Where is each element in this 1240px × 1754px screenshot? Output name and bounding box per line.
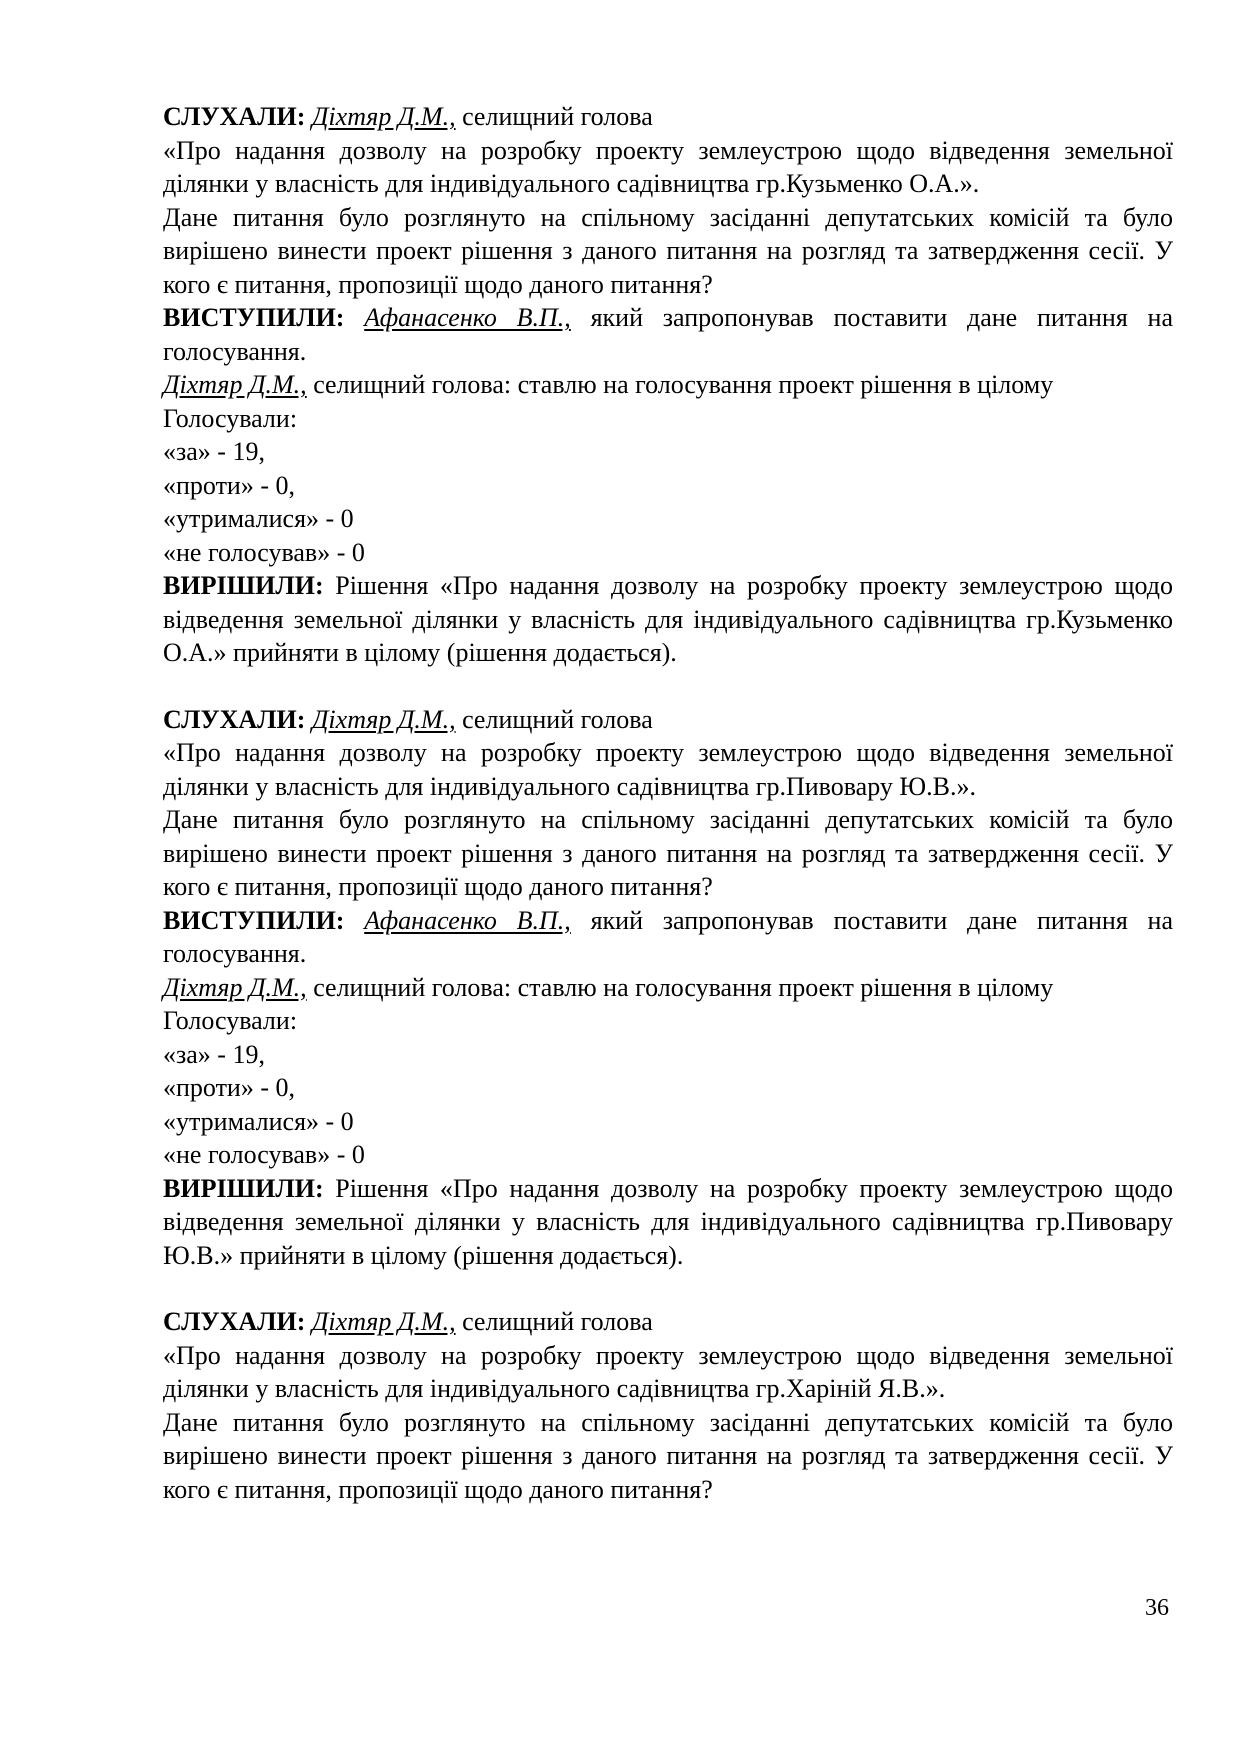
heard-label: СЛУХАЛИ: [163, 704, 306, 734]
votes-against: «проти» - 0, [163, 470, 296, 500]
agenda-item-2 [163, 703, 1173, 1273]
speaker-name: Діхтяр Д.М., [311, 1307, 456, 1336]
speaker-role: селищний голова [455, 1307, 653, 1336]
heard-label: СЛУХАЛИ: [163, 1307, 306, 1336]
decided-label: ВИРІШИЛИ: [163, 1173, 324, 1203]
heard-line [163, 100, 1173, 134]
votes-title: Голосували: [163, 1006, 298, 1035]
decided-label: ВИРІШИЛИ: [163, 571, 324, 600]
chair-line [163, 971, 1173, 1005]
speaker-role: селищний голова [455, 704, 653, 734]
agenda-item-1 [163, 100, 1173, 670]
heard-line [163, 1305, 1173, 1339]
speaker-name: Діхтяр Д.М., [311, 704, 456, 734]
heard-label: СЛУХАЛИ: [163, 102, 306, 131]
votes-for: «за» - 19, [163, 437, 265, 466]
decided-line [163, 1172, 1173, 1273]
decided-line [163, 569, 1173, 670]
topic-text: «Про надання дозволу на розробку проекту землеустрою щодо відведення земельної ділянки у власність для індивідуального садівництва гр.Пивовару Ю.В.». [163, 738, 1173, 801]
chair-name: Діхтяр Д.М., [163, 370, 307, 399]
document-page [163, 100, 1173, 1506]
votes-not-voted: «не голосував» - 0 [163, 1140, 365, 1169]
spoke-label: ВИСТУПИЛИ: [163, 303, 345, 332]
discussion-text: Дане питання було розглянуто на спільному засіданні депутатських комісій та було вирішено винести проект рішення з даного питання на розгляд та затвердження сесії. У кого є питання, пропозиції щодо даного питання? [163, 1407, 1173, 1504]
speaker-role: селищний голова [455, 102, 653, 131]
page-number: 36 [1145, 1595, 1169, 1621]
votes-against: «проти» - 0, [163, 1073, 296, 1102]
spoke-text: який запропонував поставити дане питання на голосування. [163, 303, 1174, 366]
spoke-label: ВИСТУПИЛИ: [163, 905, 345, 935]
votes-abstained: «утрималися» - 0 [163, 1106, 354, 1136]
heard-line [163, 703, 1173, 737]
votes-title: Голосували: [163, 403, 298, 433]
chair-name: Діхтяр Д.М., [163, 972, 307, 1002]
decided-text: Рішення «Про надання дозволу на розробку проекту землеустрою щодо відведення земельної ділянки у власність для індивідуального садівництва гр.Кузьменко О.А.» прийняти в цілому (рішення додається). [163, 571, 1173, 667]
votes-for: «за» - 19, [163, 1039, 265, 1069]
discussion-text: Дане питання було розглянуто на спільному засіданні депутатських комісій та було вирішено винести проект рішення з даного питання на розгляд та затвердження сесії. У кого є питання, пропозиції щодо даного питання? [163, 202, 1173, 299]
speaker-name: Діхтяр Д.М., [311, 102, 456, 131]
topic-text: «Про надання дозволу на розробку проекту землеустрою щодо відведення земельної ділянки у власність для індивідуального садівництва гр.Харіній Я.В.». [163, 1340, 1173, 1403]
speaker-name: Афанасенко В.П., [364, 905, 571, 935]
votes-not-voted: «не голосував» - 0 [163, 537, 365, 567]
spoke-line [163, 301, 1173, 368]
spoke-line [163, 904, 1173, 971]
chair-text: селищний голова: ставлю на голосування проект рішення в цілому [306, 370, 1054, 399]
spoke-text: який запропонував поставити дане питання на голосування. [163, 905, 1174, 968]
discussion-text: Дане питання було розглянуто на спільному засіданні депутатських комісій та було вирішено винести проект рішення з даного питання на розгляд та затвердження сесії. У кого є питання, пропозиції щодо даного питання? [163, 805, 1173, 901]
agenda-item-3 [163, 1305, 1173, 1506]
topic-text: «Про надання дозволу на розробку проекту землеустрою щодо відведення земельної ділянки у власність для індивідуального садівництва гр.Кузьменко О.А.». [163, 135, 1173, 198]
decided-text: Рішення «Про надання дозволу на розробку проекту землеустрою щодо відведення земельної ділянки у власність для індивідуального садівництва гр.Пивовару Ю.В.» прийняти в цілому (рішення додається). [163, 1173, 1173, 1270]
speaker-name: Афанасенко В.П., [364, 303, 571, 332]
votes-abstained: «утрималися» - 0 [163, 504, 354, 533]
chair-text: селищний голова: ставлю на голосування проект рішення в цілому [306, 972, 1054, 1002]
chair-line [163, 368, 1173, 402]
